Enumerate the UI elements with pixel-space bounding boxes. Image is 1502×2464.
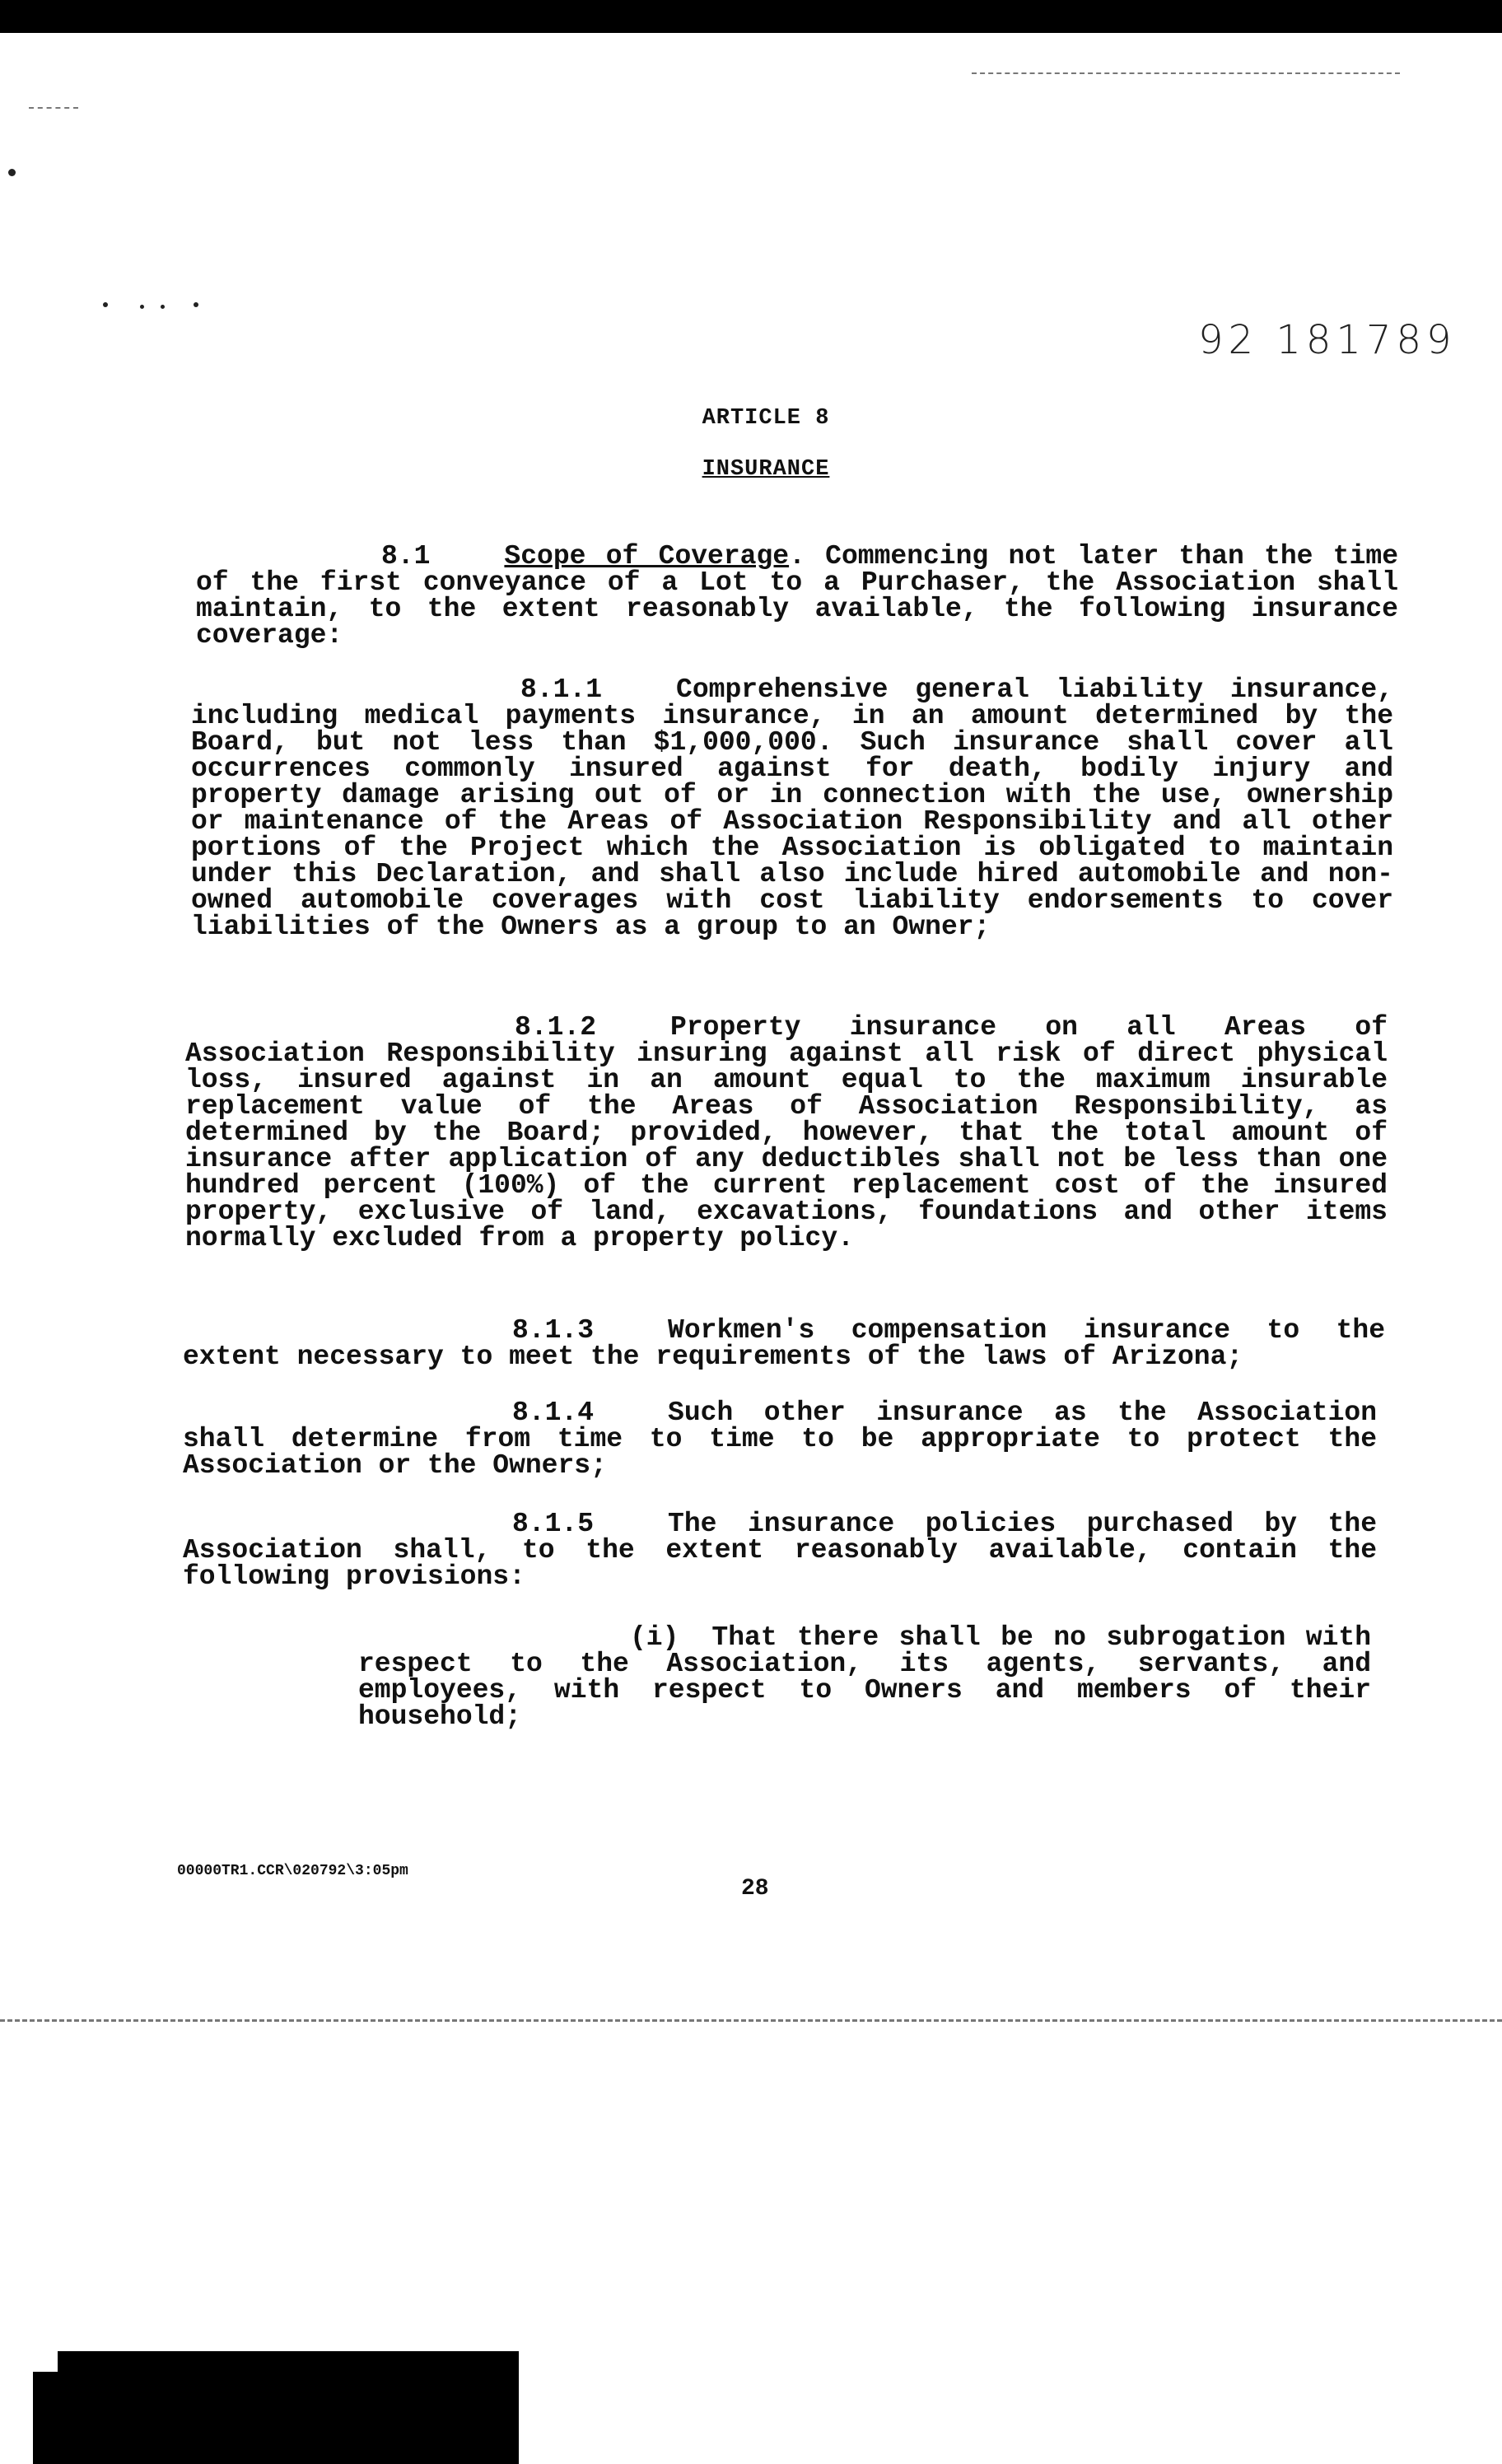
scan-artifact-mark	[29, 107, 78, 109]
scan-divider-line	[0, 2019, 1502, 2022]
page-number: 28	[741, 1876, 769, 1902]
section-8-1-5	[183, 1511, 1377, 1590]
recording-number: 92 181789	[1198, 317, 1457, 363]
scan-speck	[8, 169, 16, 176]
article-heading: ARTICLE 8	[702, 406, 830, 431]
section-title: Scope of Coverage	[504, 541, 790, 572]
section-text: The insurance policies purchased by the Association shall, to the extent reasonably available, contain the following provisions:	[183, 1509, 1377, 1592]
scan-speck	[140, 305, 144, 309]
section-text: That there shall be no subrogation with respect to the Association, its agents, servants, and employees, with respect to Owners and members of their household;	[358, 1622, 1371, 1732]
section-number: 8.1.2	[515, 1012, 597, 1043]
scan-top-border	[0, 0, 1502, 33]
section-number: 8.1.5	[512, 1509, 595, 1539]
section-text: . Commencing not later than the time of the first conveyance of a Lot to a Purchaser, the Association shall maintain, to the extent reasonably available, the following insurance coverage:	[196, 541, 1398, 651]
scan-speck	[161, 305, 165, 309]
section-text: Comprehensive general liability insurance, including medical payments insurance, in an amount determined by the Board, but not less than $1,000,000. Such insurance shall cover all occurrences commonly insured against for death, bodily injury and property damage arising out of or in connection with the use, ownership or maintenance of the Areas of Association Responsibility and all other portions of the Project which the Association is obligated to maintain under this Declaration, and shall also include hired automobile and non-owned automobile coverages with cost liability endorsements to cover liabilities of the Owners as a group to an Owner;	[191, 674, 1393, 942]
scan-speck	[103, 302, 108, 307]
section-8-1-5-i	[358, 1622, 1371, 1732]
article-title: INSURANCE	[702, 457, 830, 482]
section-8-1-3	[183, 1315, 1385, 1372]
section-8-1	[196, 541, 1398, 651]
section-text: Such other insurance as the Association shall determine from time to time to be appropriate to protect the Association or the Owners;	[183, 1398, 1377, 1481]
scan-bottom-blot	[58, 2351, 519, 2464]
section-8-1-2	[185, 1012, 1388, 1253]
section-text: Property insurance on all Areas of Association Responsibility insuring against all risk of direct physical loss, insured against in an amount equal to the maximum insurable replacement value of the Areas of Association Responsibility, as determined by the Board; provided, however, that the total amount of insurance after application of any deductibles shall not be less than one hundred percent (100%) of the current replacement cost of the insured property, exclusive of land, excavations, foundations and other items normally excluded from a property policy.	[185, 1012, 1388, 1253]
section-number: 8.1	[381, 541, 431, 572]
scan-speck	[194, 302, 198, 307]
section-text: Workmen's compensation insurance to the extent necessary to meet the requirements of the laws of Arizona;	[183, 1315, 1385, 1372]
section-number: (i)	[630, 1622, 679, 1653]
file-code: 00000TR1.CCR\020792\3:05pm	[177, 1863, 408, 1879]
section-number: 8.1.1	[520, 674, 603, 705]
scan-artifact-line	[972, 72, 1400, 74]
scan-bottom-blot	[33, 2372, 82, 2464]
section-number: 8.1.3	[512, 1315, 595, 1346]
section-8-1-4	[183, 1400, 1377, 1479]
section-8-1-1	[191, 674, 1393, 942]
section-number: 8.1.4	[512, 1398, 595, 1428]
